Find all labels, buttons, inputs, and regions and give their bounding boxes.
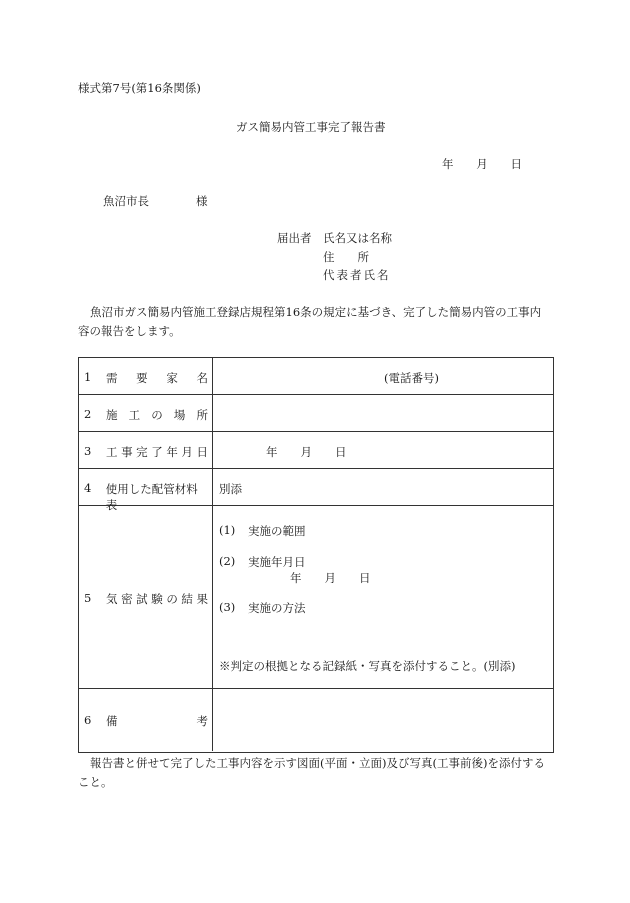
row-label-remarks: 備 考: [106, 714, 208, 728]
notifier-label: 届出者: [277, 231, 312, 245]
table-row-label: [84, 591, 208, 607]
row-number: 3: [84, 444, 92, 458]
row-number: 6: [84, 713, 92, 727]
test-item-number: (2): [219, 554, 236, 568]
test-item-date: 実施年月日: [248, 555, 306, 569]
row-label-customer: 需 要 家 名: [106, 371, 208, 385]
date-line: [442, 156, 522, 172]
intro-text: 魚沼市ガス簡易内管施工登録店規程第16条の規定に基づき、完了した簡易内管の工事内容の報告をします。: [78, 305, 542, 338]
footer-text: 報告書と併せて完了した工事内容を示す図面(平面・立面)及び写真(工事前後)を添付すること。: [78, 756, 545, 789]
test-item-number: (3): [219, 600, 236, 614]
row-label-materials: 使用した配管材料表: [105, 482, 198, 512]
addressee-honorific: 様: [196, 194, 208, 208]
test-note: ※判定の根拠となる記録紙・写真を添付すること。(別添): [219, 659, 516, 673]
table-row-divider: [78, 468, 553, 469]
materials-value: 別添: [219, 482, 242, 496]
test-item-method: 実施の方法: [248, 601, 306, 615]
form-number: 様式第7号(第16条関係): [78, 81, 201, 95]
row-number: 1: [84, 370, 92, 384]
table-row-label: [84, 713, 208, 729]
table-row-divider: [78, 688, 553, 689]
notifier-representative-label: 代表者氏名: [323, 268, 391, 282]
footer-paragraph: [78, 754, 552, 792]
notifier-name-label: 氏名又は名称: [323, 231, 392, 245]
row-label-completion-date: 工 事 完 了 年 月 日: [106, 445, 208, 459]
test-date-value: 年 月 日: [290, 571, 371, 585]
table-column-divider: [212, 357, 213, 751]
row-number: 2: [84, 407, 92, 421]
date-month-label: 月: [476, 157, 488, 171]
table-row-label: [84, 370, 208, 386]
row-number: 4: [84, 481, 92, 495]
document-title: ガス簡易内管工事完了報告書: [236, 120, 386, 134]
table-row-label: [84, 444, 208, 460]
phone-number-label: (電話番号): [384, 371, 439, 385]
completion-date-value: 年 月 日: [266, 445, 347, 459]
notifier-address-label: 住 所: [323, 250, 369, 264]
table-row-divider: [78, 394, 553, 395]
row-label-location: 施 工 の 場 所: [106, 408, 208, 422]
row-number: 5: [84, 591, 92, 605]
table-row-label: [84, 481, 208, 513]
table-row-divider: [78, 431, 553, 432]
test-item-range: 実施の範囲: [248, 524, 306, 538]
date-year-label: 年: [442, 157, 454, 171]
row-label-airtight-test: 気 密 試 験 の 結 果: [106, 592, 208, 606]
table-row-label: [84, 407, 208, 423]
date-day-label: 日: [510, 157, 522, 171]
addressee-name: 魚沼市長: [103, 194, 149, 208]
test-item-number: (1): [219, 523, 236, 537]
intro-paragraph: [78, 303, 552, 341]
